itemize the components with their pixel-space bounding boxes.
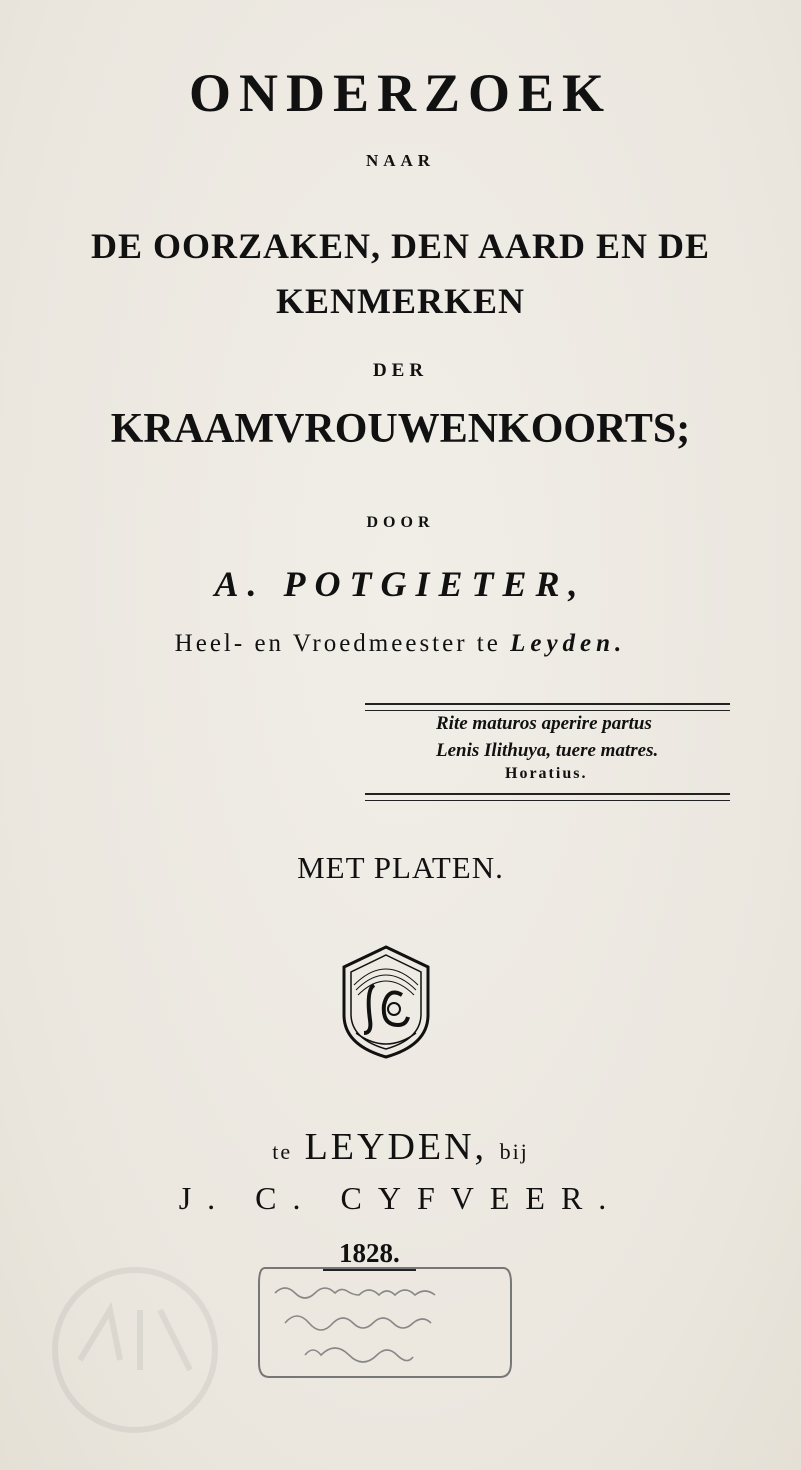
faded-library-stamp [40, 1250, 230, 1450]
profession-text: Heel- en Vroedmeester te [174, 630, 501, 657]
subtitle-line-1: DE OORZAKEN, DEN AARD EN DE [90, 226, 711, 266]
der-text: DER [372, 360, 429, 381]
author-profession [0, 630, 801, 658]
quote-rule-bottom [365, 793, 730, 801]
imprint-city: LEYDEN, [304, 1126, 488, 1168]
quote-attribution: Horatius. [505, 765, 588, 782]
author-name: A. POTGIETER, [214, 564, 587, 604]
imprint-year: 1828. [323, 1238, 416, 1271]
main-title: KRAAMVROUWENKOORTS; [110, 406, 691, 452]
quote-line-2: Lenis Ilithuya, tuere matres. [436, 740, 659, 761]
imprint-te: te [272, 1139, 293, 1164]
quote-line-1: Rite maturos aperire partus [436, 713, 652, 734]
door-text: DOOR [366, 514, 435, 531]
imprint-place [0, 1125, 801, 1169]
imprint-bij: bij [499, 1139, 529, 1164]
subtitle-line-2: KENMERKEN [275, 281, 525, 321]
handwritten-stamp [255, 1263, 515, 1381]
profession-place: Leyden. [510, 630, 627, 657]
naar-text: NAAR [365, 151, 436, 170]
publisher-monogram-emblem [336, 945, 436, 1060]
imprint-publisher: J. C. CYFVEER. [178, 1180, 623, 1216]
illustrations-note: MET PLATEN. [297, 850, 504, 885]
quote-rule-top [365, 703, 730, 711]
book-title: ONDERZOEK [188, 63, 613, 123]
